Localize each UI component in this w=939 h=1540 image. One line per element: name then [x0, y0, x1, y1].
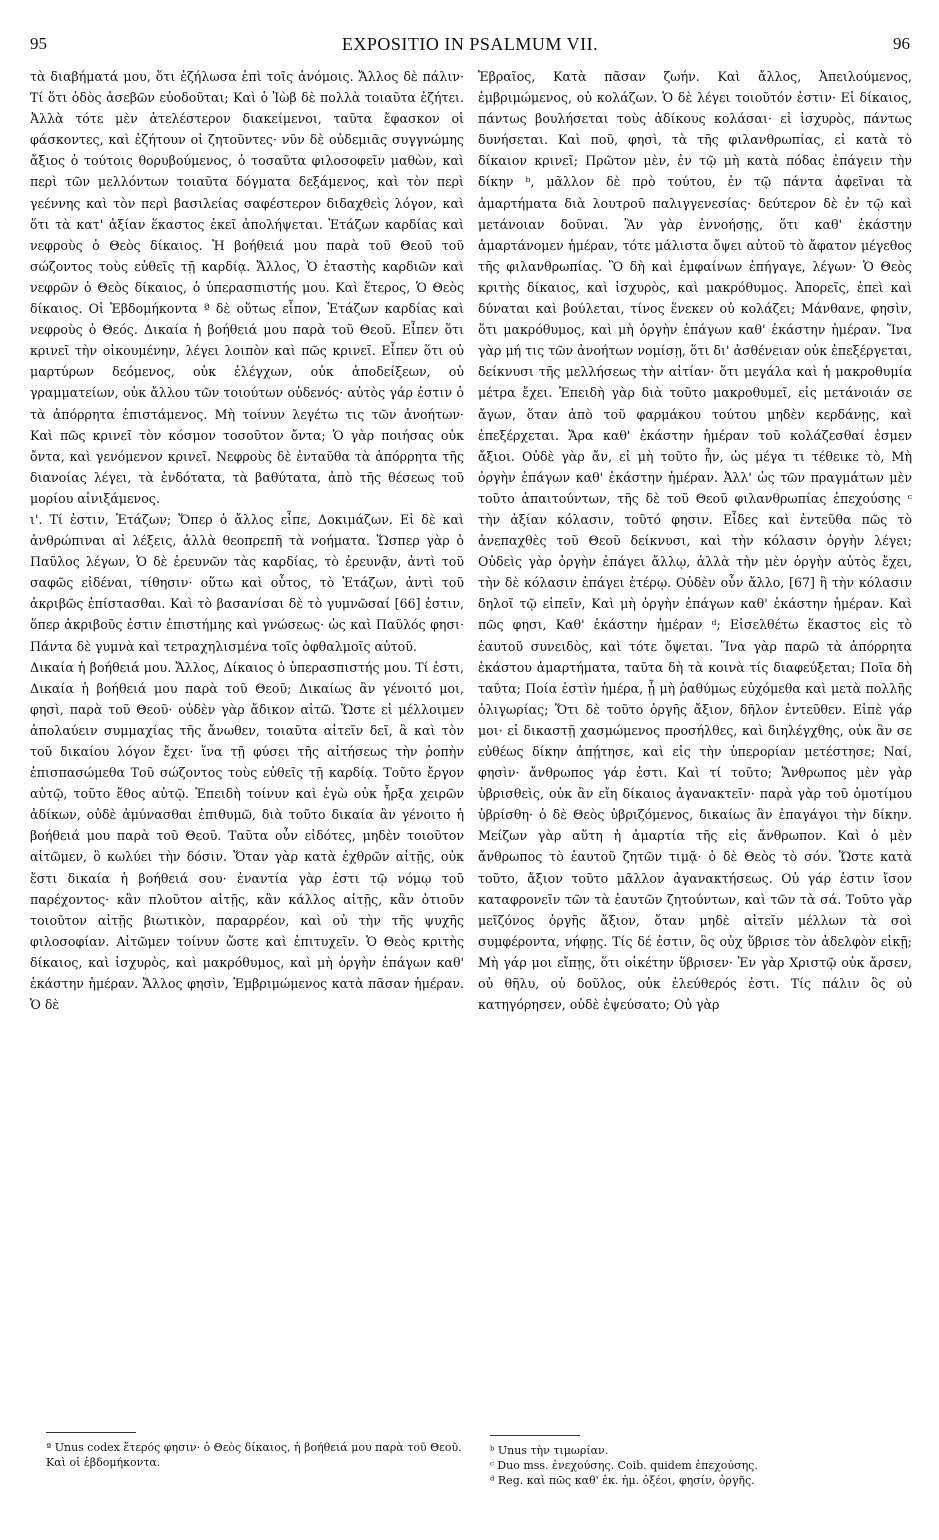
page-header [30, 34, 910, 60]
paragraph: Δικαία ἡ βοήθειά μου. Ἄλλος, Δίκαιος ὁ ὑπερασπιστής μου. Τί ἐστι, Δικαία ἡ βοήθειά μου παρὰ τοῦ Θεοῦ; Δικαίως ἂν γένοιτό μοι, φησὶ, παρὰ τοῦ Θεοῦ· οὐδὲν γὰρ ἄδικον αἰτῶ. Ὥστε εἰ μέλλοιμεν ἀπολαύειν συμμαχίας τῆς ἄνωθεν, τοιαῦτα αἰτεῖν δεῖ, ἃ καὶ τὸν τοῦ δικαίου λόγον ἔχει· ἵνα τῇ φύσει τῆς αἰτήσεως τὴν ῥοπὴν ἐπισπασώμεθα Τοῦ σώζοντος τοὺς εὐθεῖς τῇ καρδίᾳ. Τοῦτο ἔργον αὐτῷ, τοῦτο ἔθος αὐτῷ. Ἐπειδὴ τοίνυν καὶ ἐγὼ οὐκ ἦρξα χειρῶν ἀδίκων, οὐδὲ ἀμύνασθαι ἐπιθυμῶ, διὰ τοῦτο δικαία ἂν γένοιτο ἡ βοήθειά μου παρὰ τοῦ Θεοῦ. Ταῦτα οὖν εἰδότες, μηδὲν τοιοῦτον αἰτῶμεν, ὃ κωλύει τὴν δόσιν. Ὅταν γὰρ κατὰ ἐχθρῶν αἰτῇς, οὐκ ἔστι δικαία ἡ βοήθειά σου· ἐναντία γὰρ ἐστι τῷ νόμῳ τοῦ παρέχοντος· κἂν πλοῦτον αἰτῇς, κἂν κάλλος αἰτῇς, κἂν ὁτιοῦν τοιοῦτον αἰτῇς βιωτικὸν, παραρρέον, καὶ οὐ τὴν τῆς ψυχῆς φιλοσοφίαν. Αἰτῶμεν τοίνυν ὥστε καὶ ἐπιτυχεῖν. Ὁ Θεὸς κριτὴς δίκαιος, καὶ ἰσχυρὸς, καὶ μακρόθυμος, καὶ μὴ ὀργὴν ἐπάγων καθ' ἑκάστην ἡμέραν. Ἄλλος φησὶν, Ἐμβριμώμενος κατὰ πᾶσαν ἡμέραν. Ὁ δὲ [30, 659, 464, 1013]
footnote-rule-left [46, 1432, 136, 1433]
footnote: ᶜ Duo mss. ἐνεχούσης. Coib. quidem ἐπεχούσης. [490, 1459, 758, 1472]
footnotes-left [46, 1440, 466, 1470]
page-number-right: 96 [893, 34, 910, 53]
page-number-left: 95 [30, 34, 47, 53]
footnote-rule-right [490, 1435, 580, 1436]
footnote: ª Unus codex ἕτερός φησιν· ὁ Θεὸς δίκαιος, ἡ βοήθειά μου παρὰ τοῦ Θεοῦ. Καὶ οἱ ἑβδομήκοντα. [46, 1441, 462, 1469]
footnotes-right [490, 1443, 910, 1488]
running-title: EXPOSITIO IN PSALMUM VII. [341, 34, 599, 54]
left-column [30, 66, 464, 1426]
footnote: ᵈ Reg. καὶ πῶς καθ' ἑκ. ἡμ. ὀξέοι, φησίν, ὀργῆς. [490, 1474, 755, 1487]
footnote: ᵇ Unus τὴν τιμωρίαν. [490, 1444, 609, 1457]
paragraph: ι'. Τί ἐστιν, Ἐτάζων; Ὅπερ ὁ ἄλλος εἶπε, Δοκιμάζων. Εἰ δὲ καὶ ἀνθρώπιναι αἱ λέξεις, ἀλλὰ θεοπρεπῆ τὰ νοήματα. Ὥσπερ γὰρ ὁ Παῦλος λέγων, Ὁ δὲ ἐρευνῶν τὰς καρδίας, τὸ ἐρευνᾷν, ἀντὶ τοῦ σαφῶς εἰδέναι, τίθησιν· οὕτω καὶ οὗτος, τὸ Ἐτάζων, ἀντὶ τοῦ ἀκριβῶς ἐπίστασθαι. Καὶ τὸ βασανίσαι δὲ τὸ γυμνῶσαί [66] ἐστιν, ὅπερ ἀκριβοῦς ἐστιν ἐπιστήμης καὶ γνώσεως· ὡς καὶ Παῦλός φησι· Πάντα δὲ γυμνὰ καὶ τετραχηλισμένα τοῖς ὀφθαλμοῖς αὐτοῦ. [30, 511, 464, 654]
paragraph: τὰ διαβήματά μου, ὅτι ἐζήλωσα ἐπὶ τοῖς ἀνόμοις. Ἄλλος δὲ πάλιν· Τί ὅτι ὁδὸς ἀσεβῶν εὐοδοῦται; Καὶ ὁ Ἰὼβ δὲ πολλὰ τοιαῦτα ἐζήτει. Ἀλλὰ τότε μὲν ἀτελέστερον διακείμενοι, ταῦτα ἔφασκον οἱ φάσκοντες, καὶ ἐζήτουν οἱ ζητοῦντες· νῦν δὲ οὐδεμιᾶς συγγνώμης ἄξιος ὁ τούτοις θορυβούμενος, ὁ τοσαῦτα φιλοσοφεῖν μαθὼν, καὶ περὶ τῶν μελλόντων τοιαῦτα δόγματα δεξάμενος, καὶ τὸν περὶ γεέννης καὶ τὸν περὶ βασιλείας σαφέστερον διδαχθεὶς λόγον, καὶ ὅτι τὰ κατ' ἀξίαν ἕκαστος ἐκεῖ ἀπολήψεται. Ἐτάζων καρδίας καὶ νεφροὺς ὁ Θεὸς δίκαιος. Ἡ βοήθειά μου παρὰ τοῦ Θεοῦ τοῦ σώζοντος τοὺς εὐθεῖς τῇ καρδίᾳ. Ἄλλος, Ὁ ἐταστὴς καρδιῶν καὶ νεφρῶν ὁ Θεὸς δίκαιος, ὁ ὑπερασπιστής μου. Καὶ ἕτερος, Ὁ Θεὸς δίκαιος. Οἱ Ἑβδομήκοντα ª δὲ οὕτως εἶπον, Ἐτάζων καρδίας καὶ νεφροὺς ὁ Θεός. Δικαία ἡ βοήθειά μου παρὰ τοῦ Θεοῦ. Εἶπεν ὅτι κρινεῖ τὴν οἰκουμένην, λέγει λοιπὸν καὶ πῶς κρινεῖ. Εἶπεν ὅτι οὐ μαρτύρων δεόμενος, οὐκ ἐλέγχων, οὐκ ἀποδείξεων, οὐ γραμματείων, οὐκ ἄλλου τῶν τοιούτων οὐδενός· αὐτὸς γάρ ἐστιν ὁ τὰ ἀπόρρητα ἐπιστάμενος. Μὴ τοίνυν λεγέτω τις τῶν ἀνοήτων· Καὶ πῶς κρινεῖ τὸν κόσμον τοσοῦτον ὄντα; Ὁ γὰρ ποιήσας οὐκ ὄντα, καὶ γενόμενον κρινεῖ. Νεφροὺς δὲ ἐνταῦθα τὰ ἀπόρρητα τῆς διανοίας λέγει, τὰ ἐνδότατα, τὰ βαθύτατα, ἀπὸ τῆς θέσεως τοῦ μορίου αἰνιξάμενος. [30, 69, 464, 506]
paragraph: Ἑβραῖος, Κατὰ πᾶσαν ζωήν. Καὶ ἄλλος, Ἀπειλούμενος, ἐμβριμώμενος, οὐ κολάζων. Ὁ δὲ λέγει τοιοῦτόν ἐστιν· Εἰ δίκαιος, πάντως βουλήσεται τοὺς ἀδίκους κολάσαι· εἰ ἰσχυρὸς, πάντως δυνήσεται. Καὶ ποῦ, φησὶ, τὰ τῆς φιλανθρωπίας, εἰ κατὰ τὸ δίκαιον κρινεῖ; Πρῶτον μὲν, ἐν τῷ μὴ κατὰ πόδας ἐπάγειν τὴν δίκην ᵇ, μᾶλλον δὲ πρὸ τούτου, ἐν τῷ πάντα ἀφεῖναι τὰ ἁμαρτήματα διὰ λουτροῦ παλιγγενεσίας· δεύτερον δὲ ἐν τῷ καὶ μετάνοιαν δοῦναι. Ἂν γὰρ ἐννοήσῃς, ὅτι καθ' ἑκάστην ἁμαρτάνομεν ἡμέραν, τότε μάλιστα ὄψει αὐτοῦ τὸ ἄφατον μέγεθος τῆς φιλανθρωπίας. Ὃ δὴ καὶ ἐμφαίνων ἐπήγαγε, λέγων· Ὁ Θεὸς κριτὴς δίκαιος, καὶ ἰσχυρὸς, καὶ μακρόθυμος. Ἀπορεῖς, ἐπεὶ καὶ δύναται καὶ βούλεται, τίνος ἕνεκεν οὐ κολάζει; Μάνθανε, φησὶν, ὅτι μακρόθυμος, καὶ μὴ ὀργὴν ἐπάγων καθ' ἑκάστην ἡμέραν. Ἵνα γὰρ μή τις τῶν ἀνοήτων νομίσῃ, ὅτι δι' ἀσθένειαν οὐκ ἐπεξέργεται, δείκνυσι τῆς μελλήσεως τὴν αἰτίαν· ὅτι μεγάλα καὶ ἡ μακροθυμία μέτρα ἔχει. Ἐπειδὴ γὰρ διὰ τοῦτο μακροθυμεῖ, εἰς μετάνοιάν σε ἄγων, ὅταν ἀπὸ τοῦ φαρμάκου τούτου μηδὲν κερδάνῃς, καὶ ἐπεξέρχεται. Ἄρα καθ' ἑκάστην ἡμέραν τοῦ κολάζεσθαί ἐσμεν ἄξιοι. Οὐδὲ γὰρ ἄν, εἰ μὴ τοῦτο ἦν, ὡς μέγα τι τέθεικε τὸ, Μὴ ὀργὴν ἐπάγων καθ' ἑκάστην ἡμέραν. Ἀλλ' ὡς τῶν πραγμάτων μὲν τοῦτο ἀπαιτούντων, τῆς δὲ τοῦ Θεοῦ φιλανθρωπίας ἐπεχούσης ᶜ τὴν ἀξίαν κόλασιν, τοῦτό φησιν. Εἶδες καὶ ἐντεῦθα πῶς τὸ ἀνεπαχθὲς τοῦ Θεοῦ δείκνυσι, καὶ τὴν κόλασιν ὀργὴν λέγει; Οὐδεὶς γὰρ ὀργὴν ἐπάγει ἄλλῳ, ἀλλὰ τὴν μὲν ὀργὴν αὐτὸς ἔχει, τὴν δὲ κόλασιν ἐπάγει ἑτέρῳ. Οὐδὲν οὖν ἄλλο, [67] ἢ τὴν κόλασιν δηλοῖ τῷ εἰπεῖν, Καὶ μὴ ὀργὴν ἐπάγων καθ' ἑκάστην ἡμέραν. Καὶ πῶς φησι, Καθ' ἑκάστην ἡμέραν ᵈ; Εἰσελθέτω ἕκαστος εἰς τὸ ἑαυτοῦ συνειδὸς, καὶ τότε ὄψεται. Ἵνα γὰρ παρῶ τὰ ἀπόρρητα ἑκάστου ἁμαρτήματα, ταῦτα δὴ τὰ κοινὰ τίς διαφεύξεται; Ποῖα δὴ ταῦτα; Ποία ἐστὶν ἡμέρα, ᾗ μὴ ῥαθύμως εὐχόμεθα καὶ μετὰ πολλῆς ὀλιγωρίας; Ὅτι δὲ τοῦτο ὀργῆς ἄξιον, δῆλον ἐντεῦθεν. Εἰπὲ γάρ μοι· εἰ δικαστῇ χασμώμενος προσήλθες, καὶ διηλέγχθης, οὐκ ἂν σε εὐθέως δίκην ἀπῄτησε, καὶ εἰς τὴν ὑπερορίαν μετέστησε; Ναί, φησὶν· ἄνθρωπος γάρ ἐστι. Καὶ τί τοῦτο; Ἄνθρωπος μὲν γὰρ ὑβρισθεὶς, οὐκ ἂν εἴη δίκαιος ἀγανακτεῖν· παρὰ γὰρ τοῦ ὁμοτίμου ὑβρίσθη· ὁ δὲ Θεὸς ὑβριζόμενος, δικαίως ἂν ἐπαγάγοι τὴν δίκην. Μείζων γὰρ αὕτη ἡ ἁμαρτία τῆς εἰς ἄνθρωπον. Καὶ ὁ μὲν ἄνθρωπος τὸ ἑαυτοῦ ζητῶν τιμᾷ· ὁ δὲ Θεὸς τὸ σόν. Ὥστε κατὰ τοῦτο, ἄξιον τοῦτο μᾶλλον ἀγανακτήσεως. Οὐ γάρ ἐστιν ἴσον καταφρονεῖν τῶν τὰ ἑαυτῶν ζητούντων, καὶ τῶν τὰ σά. Τοῦτο γὰρ μεῖζόνος ὀργῆς ἄξιον, ὅταν μηδὲ αἰτεῖν μέλλων τὰ σοὶ συμφέροντα, νήφῃς. Τίς δέ ἐστιν, ὃς οὐχ ὕβρισε τὸν ἀδελφὸν εἰκῇ; Μὴ γάρ μοι εἴπῃς, ὅτι οἰκέτην ὕβρισεν· Ἐν γὰρ Χριστῷ οὐκ ἄρσεν, οὐ θῆλυ, οὐ δοῦλος, οὐκ ἐλεύθερός ἐστι. Τίς πάλιν ὃς οὐ κατηγόρησεν, οὐδὲ ἐψεύσατο; Οὐ γὰρ [478, 69, 912, 1013]
right-column [478, 66, 912, 1426]
